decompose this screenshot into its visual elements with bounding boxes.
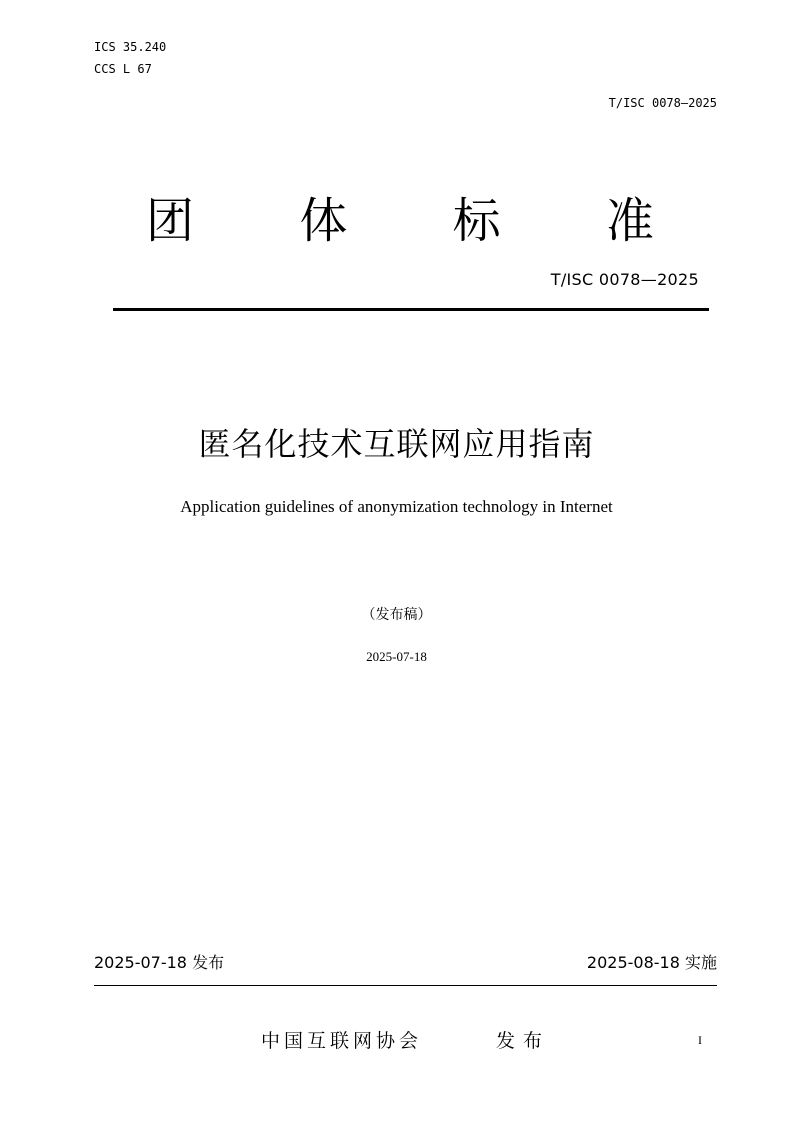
draft-date: 2025-07-18: [366, 649, 427, 664]
standard-type-char: 标: [452, 193, 501, 249]
effective-date: 2025-08-18 实施: [586, 953, 717, 972]
document-title-en: Application guidelines of anonymization technology in Internet: [180, 497, 613, 516]
footer-divider: [94, 985, 717, 986]
release-date: 2025-07-18 发布: [94, 953, 225, 972]
standard-type-char: 准: [605, 193, 654, 249]
standard-type-heading: [146, 192, 654, 250]
draft-status: （发布稿）: [361, 608, 432, 623]
document-title-zh: 匿名化技术互联网应用指南: [198, 425, 595, 463]
standard-code-header: T/ISC 0078—2025: [608, 96, 717, 110]
standard-type-char: 团: [146, 193, 195, 249]
publisher-name: 中国互联网协会: [261, 1030, 423, 1052]
standard-code: T/ISC 0078—2025: [550, 270, 699, 289]
header-divider: [113, 308, 709, 311]
ics-code: ICS 35.240: [94, 40, 167, 54]
standard-type-char: 体: [299, 193, 348, 249]
page-number: I: [698, 1033, 702, 1047]
ccs-code: CCS L 67: [94, 62, 152, 76]
publish-label: 发布: [496, 1030, 551, 1052]
